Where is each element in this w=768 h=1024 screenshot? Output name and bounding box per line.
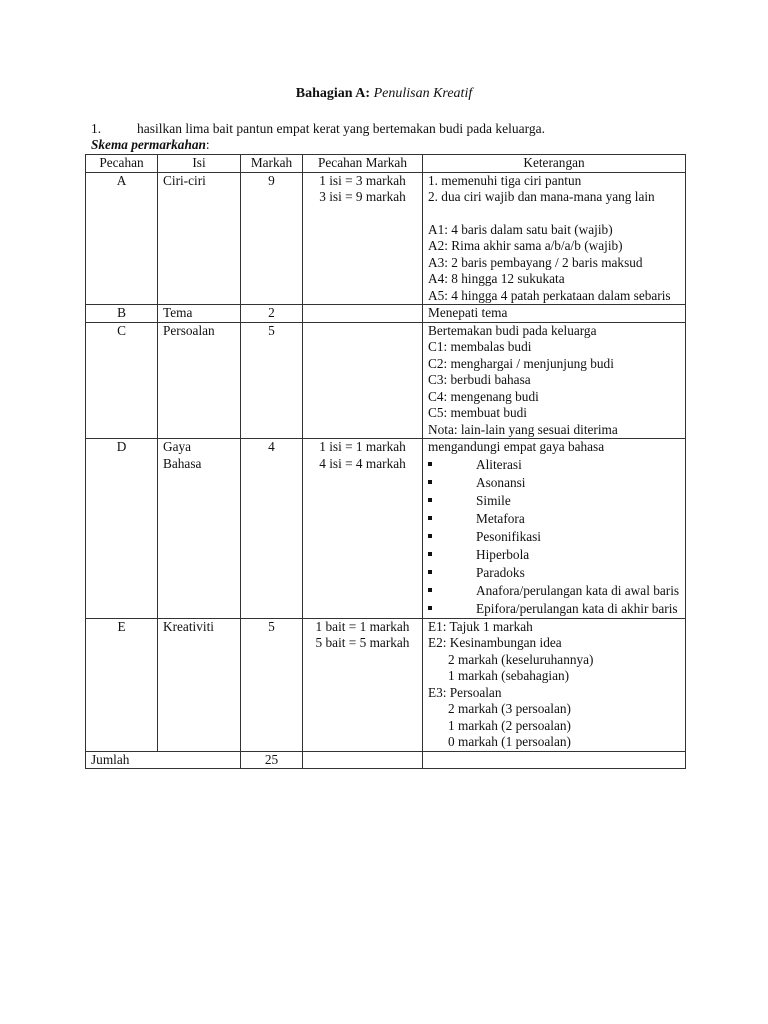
bullet-item: Asonansi [428,474,685,492]
header-pecahan-markah: Pecahan Markah [303,155,423,173]
cell-pecahan-markah [303,751,423,769]
cell-pecahan-markah: 1 bait = 1 markah 5 bait = 5 markah [303,618,423,751]
table-header-row [86,155,686,173]
cell-pecahan: B [86,305,158,323]
bullet-item: Paradoks [428,564,685,582]
bullet-item: Pesonifikasi [428,528,685,546]
cell-pecahan: E [86,618,158,751]
header-pecahan: Pecahan [86,155,158,173]
cell-isi: Persoalan [158,322,241,439]
cell-keterangan: 1. memenuhi tiga ciri pantun 2. dua ciri wajib dan mana-mana yang lain A1: 4 baris dalam satu bait (wajib) A2: Rima akhir sama a/b/a/b (wajib) A3: 2 baris pembayang / 2 baris maksud A4: 8 hingga 12 sukukata A5: 4 hingga 4 patah perkataan dalam sebaris [423,172,686,305]
table-row [86,305,686,323]
schema-label: Skema permarkahan: [91,137,210,152]
bullet-item: Metafora [428,510,685,528]
table-row [86,618,686,751]
cell-keterangan: mengandungi empat gaya bahasa Aliterasi Asonansi Simile Metafora Pesonifikasi Hiperbola Paradoks Anafora/perulangan kata di awal baris Epifora/perulangan kata di akhir baris [423,439,686,619]
cell-markah: 9 [241,172,303,305]
cell-pecahan: A [86,172,158,305]
cell-markah: 4 [241,439,303,619]
cell-isi: Gaya Bahasa [158,439,241,619]
total-label: Jumlah [86,751,241,769]
table-row [86,172,686,305]
total-row [86,751,686,769]
cell-keterangan: Menepati tema [423,305,686,323]
cell-markah: 2 [241,305,303,323]
cell-pecahan: C [86,322,158,439]
question-text: hasilkan lima bait pantun empat kerat yang bertemakan budi pada keluarga. [137,121,545,136]
bullet-item: Epifora/perulangan kata di akhir baris [428,600,685,618]
cell-pecahan-markah: 1 isi = 3 markah 3 isi = 9 markah [303,172,423,305]
bullet-item: Aliterasi [428,456,685,474]
section-title [0,86,768,103]
marking-scheme-table [85,154,686,769]
cell-pecahan: D [86,439,158,619]
table-row [86,322,686,439]
cell-keterangan: Bertemakan budi pada keluarga C1: membalas budi C2: menghargai / menjunjung budi C3: berbudi bahasa C4: mengenang budi C5: membuat budi Nota: lain-lain yang sesuai diterima [423,322,686,439]
cell-isi: Tema [158,305,241,323]
cell-markah: 5 [241,618,303,751]
section-title-bold: Bahagian A: [295,86,371,101]
cell-pecahan-markah: 1 isi = 1 markah 4 isi = 4 markah [303,439,423,619]
bullet-item: Simile [428,492,685,510]
cell-keterangan [423,751,686,769]
cell-pecahan-markah [303,322,423,439]
cell-isi: Ciri-ciri [158,172,241,305]
question-1 [91,121,545,138]
question-number: 1. [91,121,102,136]
cell-isi: Kreativiti [158,618,241,751]
cell-keterangan: E1: Tajuk 1 markah E2: Kesinambungan idea 2 markah (keseluruhannya) 1 markah (sebahagian) E3: Persoalan 2 markah (3 persoalan) 1 markah (2 persoalan) 0 markah (1 persoalan) [423,618,686,751]
cell-markah: 5 [241,322,303,439]
total-markah: 25 [241,751,303,769]
header-markah: Markah [241,155,303,173]
header-keterangan: Keterangan [423,155,686,173]
bullet-item: Hiperbola [428,546,685,564]
section-title-italic: Penulisan Kreatif [373,86,473,101]
bullet-item: Anafora/perulangan kata di awal baris [428,582,685,600]
table-row [86,439,686,619]
cell-pecahan-markah [303,305,423,323]
header-isi: Isi [158,155,241,173]
